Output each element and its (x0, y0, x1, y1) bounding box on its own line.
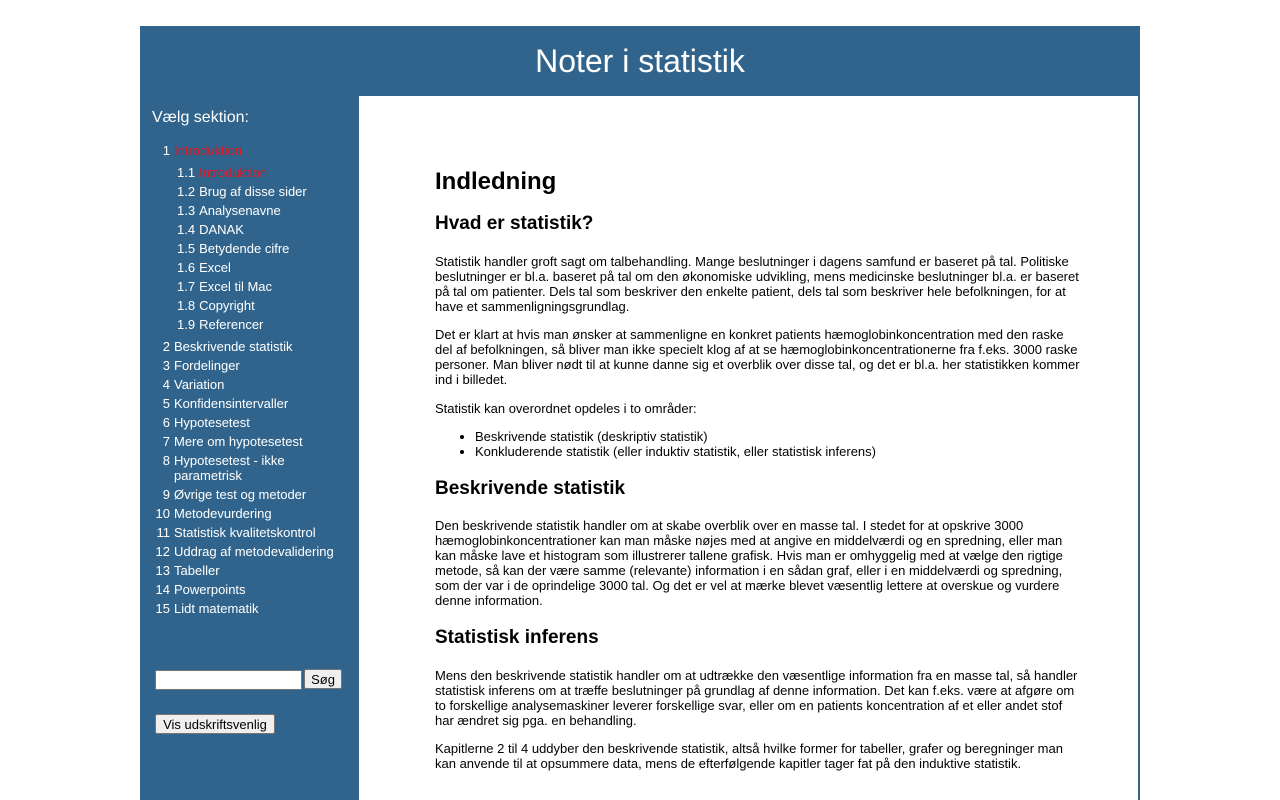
sidebar-item-number: 1.9 (177, 317, 196, 332)
sidebar-item-label[interactable]: Metodevurdering (174, 506, 272, 521)
section-heading-beskrivende-statistik: Beskrivende statistik (435, 478, 626, 499)
sidebar-item[interactable] (177, 279, 272, 294)
sidebar-item[interactable] (177, 241, 289, 256)
sidebar-item-label[interactable]: DANAK (199, 222, 244, 237)
sidebar-item[interactable] (140, 377, 224, 392)
page-wrapper (140, 26, 1140, 800)
sidebar-item-number: 11 (156, 525, 170, 540)
sidebar-item-number: 9 (162, 487, 170, 502)
list-item: • Beskrivende statistik (deskriptiv statistik) (475, 429, 1095, 444)
sidebar-item-number: 1.4 (177, 222, 196, 237)
section-heading-hvad-er-statistik: Hvad er statistik? (435, 213, 594, 234)
sidebar-item-number: 1.1 (177, 165, 196, 180)
bullet-list (435, 429, 1095, 459)
sidebar-item-label[interactable]: Uddrag af metodevalidering (174, 544, 334, 559)
sidebar-item[interactable] (177, 317, 263, 332)
sidebar-item-number: 12 (155, 544, 170, 559)
paragraph: Kapitlerne 2 til 4 uddyber den beskrivende statistik, altså hvilke former for tabeller, grafer og beregninger man kan anvende til at opsummere data, mens de efterfølgende kapitler tager fat på den induktive statistik. (435, 741, 1063, 771)
sidebar-item[interactable] (140, 544, 334, 559)
sidebar-item-label-continued[interactable]: parametrisk (174, 468, 242, 483)
sidebar-item-label[interactable]: Introduktion (174, 143, 242, 158)
sidebar-item[interactable] (177, 260, 231, 275)
sidebar-item-label[interactable]: Brug af disse sider (199, 184, 307, 199)
sidebar-item[interactable] (140, 339, 293, 354)
sidebar-item[interactable] (140, 506, 272, 521)
sidebar-item-number: 13 (155, 563, 170, 578)
sidebar-item[interactable] (140, 525, 316, 540)
sidebar-item-number: 2 (162, 339, 170, 354)
sidebar-item[interactable] (177, 222, 244, 237)
sidebar-item-number: 15 (155, 601, 170, 616)
section-heading-statistisk-inferens: Statistisk inferens (435, 627, 599, 648)
sidebar-item-label[interactable]: Konfidensintervaller (174, 396, 289, 411)
sidebar-item-label[interactable]: Referencer (199, 317, 264, 332)
sidebar-item-number: 10 (155, 506, 170, 521)
sidebar-item-label[interactable]: Variation (174, 377, 225, 392)
sidebar-item[interactable] (177, 203, 281, 218)
sidebar-item-label[interactable]: Excel (199, 260, 231, 275)
sidebar-item-number: 1.2 (177, 184, 196, 199)
sidebar-item[interactable] (140, 582, 246, 597)
sidebar-item[interactable] (140, 415, 250, 430)
sidebar-item[interactable] (177, 184, 307, 199)
print-friendly-button[interactable]: Vis udskriftsvenlig (155, 714, 275, 734)
sidebar-item-number: 1.5 (177, 241, 196, 256)
sidebar-item-number: 5 (162, 396, 170, 411)
sidebar-item-label[interactable]: Analysenavne (199, 203, 281, 218)
paragraph: Den beskrivende statistik handler om at skabe overblik over en masse tal. I stedet for at opskrive 3000 hæmoglobinkoncentrationer kan man måske nøjes med at angive en middelværdi og en spredning, eller man kan måske lave et histogram som illustrerer tallene grafisk. Hvis man er omhyggelig med at vælge den rigtige metode, så kan der være samme (relevante) information i en sådan graf, eller i en middelværdi og spredning, som der var i de oprindelige 3000 tal. Og det er vel at mærke blevet væsentlig lettere at overskue og vurdere denne information. (435, 518, 1063, 608)
sidebar-item-label[interactable]: Introduktion (199, 165, 268, 180)
sidebar-item-number: 6 (162, 415, 170, 430)
sidebar-item[interactable] (140, 143, 242, 158)
paragraph: Mens den beskrivende statistik handler om at udtrække den væsentlige information fra en masse tal, så handler statistisk inferens om at træffe beslutninger på grundlag af denne information. Det kan f.eks. være at afgøre om to forskellige analysemaskiner leverer forskellige svar, eller om en patients koncentration af et eller andet stof har ændret sig pga. en behandling. (435, 668, 1078, 728)
sidebar-item[interactable] (140, 563, 220, 578)
sidebar-item-number: 8 (162, 453, 170, 468)
sidebar-item-label[interactable]: Statistisk kvalitetskontrol (174, 525, 316, 540)
sidebar-item-label[interactable]: Tabeller (174, 563, 220, 578)
sidebar-item-label[interactable]: Hypotesetest (174, 415, 250, 430)
sidebar-item-label[interactable]: Betydende cifre (199, 241, 290, 256)
main-content (359, 96, 1138, 800)
sidebar-item-label[interactable]: Beskrivende statistik (174, 339, 293, 354)
sidebar-title: Vælg sektion: (152, 109, 249, 126)
sidebar-item-number: 1.7 (177, 279, 196, 294)
sidebar-item-label[interactable]: Powerpoints (174, 582, 246, 597)
sidebar-item[interactable] (140, 358, 240, 373)
sidebar-item[interactable] (140, 434, 303, 449)
sidebar-item-number: 14 (155, 582, 170, 597)
sidebar-item-label[interactable]: Øvrige test og metoder (174, 487, 307, 502)
sidebar-item-label[interactable]: Hypotesetest - ikke (174, 453, 285, 468)
search-button[interactable]: Søg (304, 669, 342, 689)
sidebar-item-label[interactable]: Lidt matematik (174, 601, 259, 616)
sidebar-item-number: 1 (162, 143, 170, 158)
paragraph: Statistik kan overordnet opdeles i to områder: (435, 401, 697, 416)
sidebar-item[interactable] (140, 396, 288, 411)
site-header (140, 26, 1140, 96)
list-item: • Konkluderende statistik (eller induktiv statistik, eller statistisk inferens) (475, 444, 1095, 459)
sidebar-item-label[interactable]: Mere om hypotesetest (174, 434, 303, 449)
sidebar-item-label[interactable]: Copyright (199, 298, 255, 313)
sidebar-item-number: 1.3 (177, 203, 196, 218)
sidebar-item-label[interactable]: Fordelinger (174, 358, 240, 373)
sidebar-item[interactable] (177, 165, 267, 180)
page-title: Indledning (435, 168, 557, 195)
sidebar-item[interactable] (140, 601, 259, 616)
sidebar-item-label[interactable]: Excel til Mac (199, 279, 273, 294)
sidebar-item-number: 7 (162, 434, 170, 449)
search-input[interactable] (155, 670, 302, 690)
sidebar-item-number: 1.8 (177, 298, 196, 313)
sidebar-item[interactable] (140, 487, 306, 502)
sidebar-item-number: 4 (162, 377, 170, 392)
sidebar-item-number: 1.6 (177, 260, 196, 275)
sidebar (140, 96, 359, 800)
sidebar-item[interactable] (177, 298, 255, 313)
site-title: Noter i statistik (535, 42, 745, 79)
paragraph: Statistik handler groft sagt om talbehandling. Mange beslutninger i dagens samfund er baseret på tal. Politiske beslutninger er bl.a. baseret på tal om den økonomiske udvikling, mens medicinske beslutninger bl.a. er baseret på tal om patienter. Dels tal som beskriver den enkelte patient, dels tal som beskriver hele befolkningen, for at have et sammenligningsgrundlag. (435, 254, 1079, 314)
sidebar-item[interactable] (140, 453, 285, 483)
paragraph: Det er klart at hvis man ønsker at sammenligne en konkret patients hæmoglobinkoncentration med den raske del af befolkningen, så bliver man ikke specielt klog af at se hæmoglobinkoncentrationerne fra f.eks. 3000 raske personer. Man bliver nødt til at kunne danne sig et overblik over disse tal, og det er bl.a. her statistikken kommer ind i billedet. (435, 327, 1080, 387)
sidebar-item-number: 3 (162, 358, 170, 373)
